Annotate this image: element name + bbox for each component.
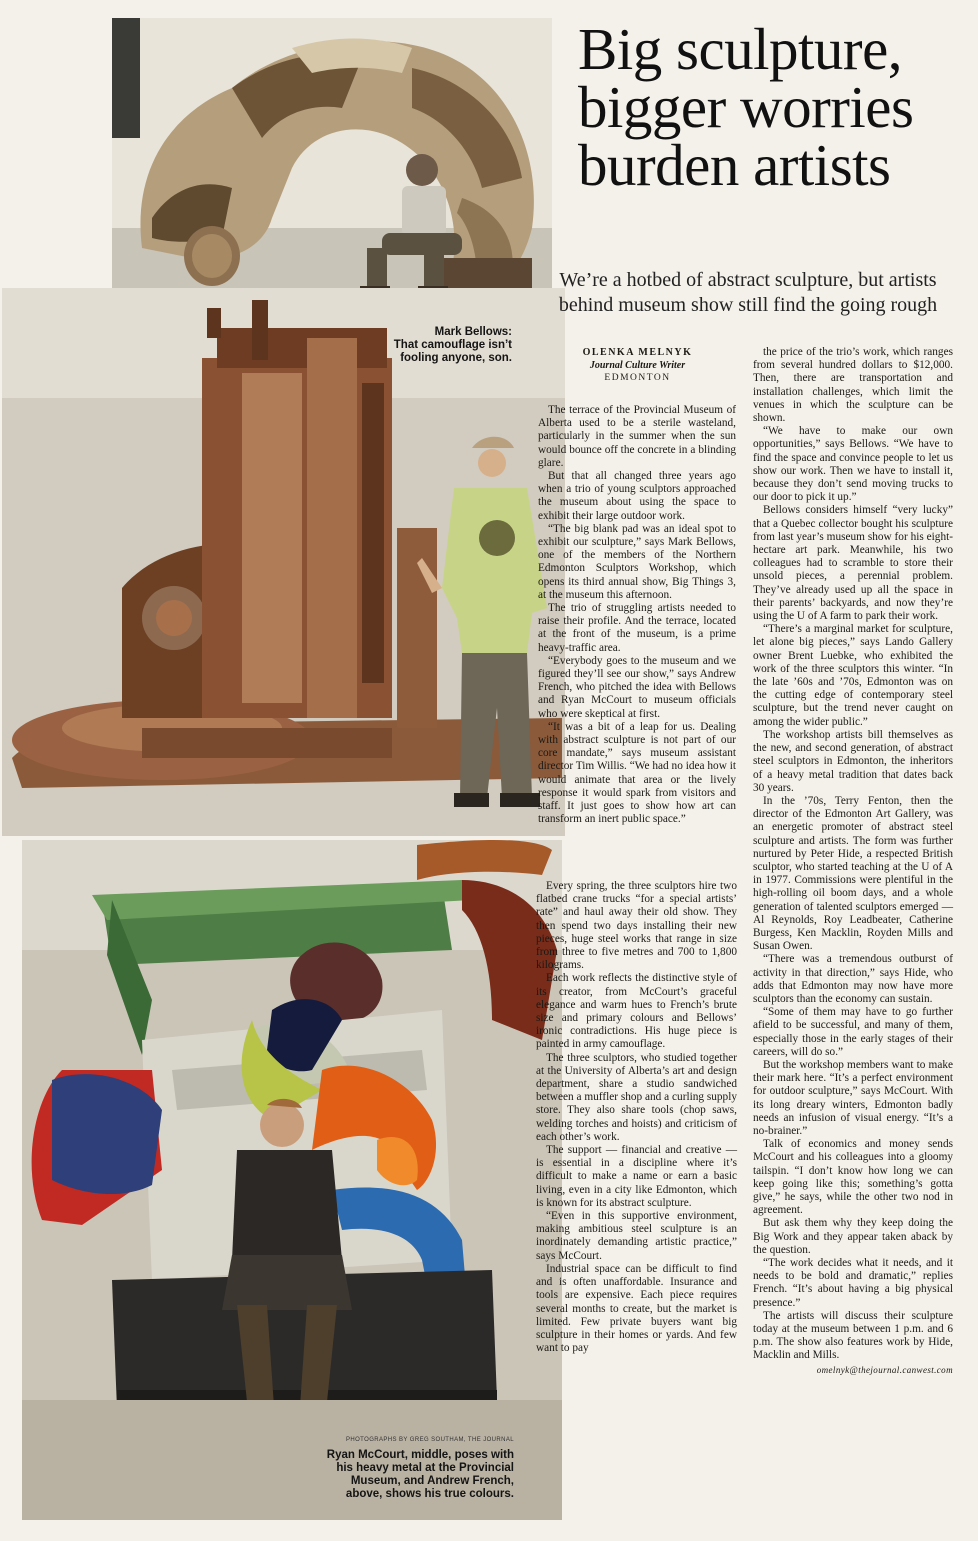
article-column-1-bottom [536,880,737,1355]
article-column-2 [753,346,953,1377]
deck-line: behind museum show still find the going rough [558,294,938,316]
paragraph: Each work reflects the distinctive style of its creator, from McCourt’s graceful elegance and warm hues to French’s brute size and primary colours and Bellows’ ironic contradictions. His huge piece is painted in army camouflage. [536,972,737,1051]
byline-title: Journal Culture Writer [589,360,686,371]
paragraph: “There was a tremendous outburst of activity in that direction,” says Hide, who adds that Edmonton may now have more sculptors than the economy can sustain. [753,953,953,1005]
paragraph: “The work decides what it needs, and it needs to be bold and dramatic,” replies French. “It’s about having a big physical presence.” [753,1257,953,1309]
paragraph: “There’s a marginal market for sculpture, let alone big pieces,” says Lando Gallery owner Brent Luebke, who exhibited the work of the three sculptors this winter. “In the late ’60s and ’70s, Edmonton was on the cutting edge of contemporary steel sculpture, but the trend never caught on among the wider public.” [753,623,953,728]
paragraph: The artists will discuss their sculpture today at the museum between 1 p.m. and 6 p.m. The show also features work by Hide, Macklin and Mills. [753,1309,953,1362]
deck [548,268,948,318]
byline-name: OLENKA MELNYK [582,347,693,358]
paragraph: “Everybody goes to the museum and we figured they’ll see our show,” says Andrew French, who pitched the idea with Bellows and Ryan McCourt to museum officials who were skeptical at first. [538,654,736,720]
dateline: EDMONTON [604,373,671,383]
photo-colourful-sculpture [22,840,562,1520]
caption-top [362,326,512,365]
paragraph: the price of the trio’s work, which ranges from several hundred dollars to $12,000. Then, there are transportation and installation challenges, which limit the venues in which the sculpture can be shown. [753,346,953,425]
paragraph: “It was a bit of a leap for us. Dealing with abstract sculpture is not part of our core mandate,” says museum assistant director Tim Willis. “We had no idea how it would animate that area or the lively response it would spark from visitors and staff. It just goes to show how art can transform an inert public space.” [538,720,736,826]
paragraph: In the ’70s, Terry Fenton, then the director of the Edmonton Art Gallery, was an energetic promoter of abstract steel sculpture and artists. The form was further nurtured by Peter Hide, a respected British sculptor, who started teaching at the U of A in 1977. Commissions were plentiful in the high-rolling oil boom days, and a whole generation of talented sculptors emerged — Al Reynolds, Roy Leadbeater, Catherine Burgess, Ken Macklin, Royden Mills and Susan Owen. [753,794,953,953]
paragraph: The three sculptors, who studied together at the University of Alberta’s art and design department, share a studio sandwiched between a muffler shop and a curling supply store. They also share tools (chop saws, welding torches and hoists) and criticism of each other’s work. [536,1051,737,1143]
caption-line: Ryan McCourt, middle, poses with [326,1449,514,1461]
photo-camouflage-sculpture [112,18,552,323]
paragraph: Every spring, the three sculptors hire two flatbed crane trucks “for a special artists’ rate” and haul away their old show. They then spend two days installing their new pieces, huge steel works that range in size from three to five metres and 700 to 1,800 kilograms. [536,880,737,972]
article-column-1-top [538,404,736,827]
paragraph: The support — financial and creative — is essential in a discipline where it’s difficult to make a name or earn a basic living, even in a city like Edmonton, which is known for its abstract sculpture. [536,1144,737,1209]
author-email[interactable]: omelnyk@thejournal.canwest.com [816,1364,953,1375]
paragraph: The trio of struggling artists needed to raise their profile. And the terrace, located at the front of the museum, is a prime heavy-traffic area. [538,602,736,654]
paragraph: But the workshop members want to make their mark here. “It’s a perfect environment for outdoor sculpture,” says McCourt. With its long dreary winters, Edmonton badly needs an infusion of visual energy. “It’s a no-brainer.” [753,1058,953,1137]
caption-line: Mark Bellows: [434,326,512,338]
paragraph: Talk of economics and money sends McCourt and his colleagues into a gloomy tailspin. “I don’t know how long we can keep going like this; something’s gotta give,” he says, while the other two nod in agreement. [753,1138,953,1217]
photo-credit: PHOTOGRAPHS BY GREG SOUTHAM, THE JOURNAL [345,1437,514,1443]
photo-rust-sculpture [2,288,565,836]
caption-line: Museum, and Andrew French, [350,1475,514,1487]
paragraph: “We have to make our own opportunities,” says Bellows. “We have to find the space and convince people to let us show our work. Then we have to install it, because they don’t send moving trucks to our door to pick it up.” [753,425,953,504]
paragraph: But that all changed three years ago when a trio of young sculptors approached the museum about using the space to exhibit their large outdoor work. [538,470,736,522]
paragraph: Bellows considers himself “very lucky” that a Quebec collector bought his sculpture from last year’s museum show for his eight-hectare art park. Meanwhile, his two colleagues had to scramble to store their unsold pieces, a perennial problem. They’ve already used up all the space in their parents’ backyards, and now they’re using the U of A farm to park their work. [753,504,953,623]
headline-line: Big sculpture, [578,16,903,82]
headline-line: bigger worries [578,74,914,140]
headline [578,16,958,198]
paragraph: “Some of them may have to go further afield to be successful, and many of them, especially those in the early stages of their careers, will do so.” [753,1006,953,1058]
caption-line: above, shows his true colours. [345,1488,514,1500]
caption-bottom [298,1434,514,1501]
paragraph: But ask them why they keep doing the Big Work and they appear taken aback by the question. [753,1217,953,1256]
paragraph: “The big blank pad was an ideal spot to exhibit our sculpture,” says Mark Bellows, one of the members of the Northern Edmonton Sculptors Workshop, which opens its third annual show, Big Things 3, at the museum this afternoon. [538,522,736,601]
caption-line: fooling anyone, son. [400,352,512,364]
paragraph: The terrace of the Provincial Museum of Alberta used to be a sterile wasteland, particularly in the summer when the sun would bounce off the concrete in a blinding glare. [538,404,736,469]
caption-line: That camouflage isn’t [393,339,512,351]
paragraph: The workshop artists bill themselves as the new, and second generation, of abstract steel sculptors in Edmonton, the inheritors of a heavy metal tradition that dates back 30 years. [753,728,953,794]
caption-line: his heavy metal at the Provincial [336,1462,514,1474]
headline-line: burden artists [578,132,891,198]
paragraph: Industrial space can be difficult to find and is often unaffordable. Insurance and tools are expensive. Each piece requires several months to create, but the market is limited. Few private buyers want big sculpture in their homes or yards. And few want to pay [536,1262,737,1355]
byline [540,346,735,385]
paragraph: “Even in this supportive environment, making ambitious steel sculpture is an inordinately demanding artistic practice,” says McCourt. [536,1210,737,1262]
deck-line: We’re a hotbed of abstract sculpture, but artists [559,269,937,291]
